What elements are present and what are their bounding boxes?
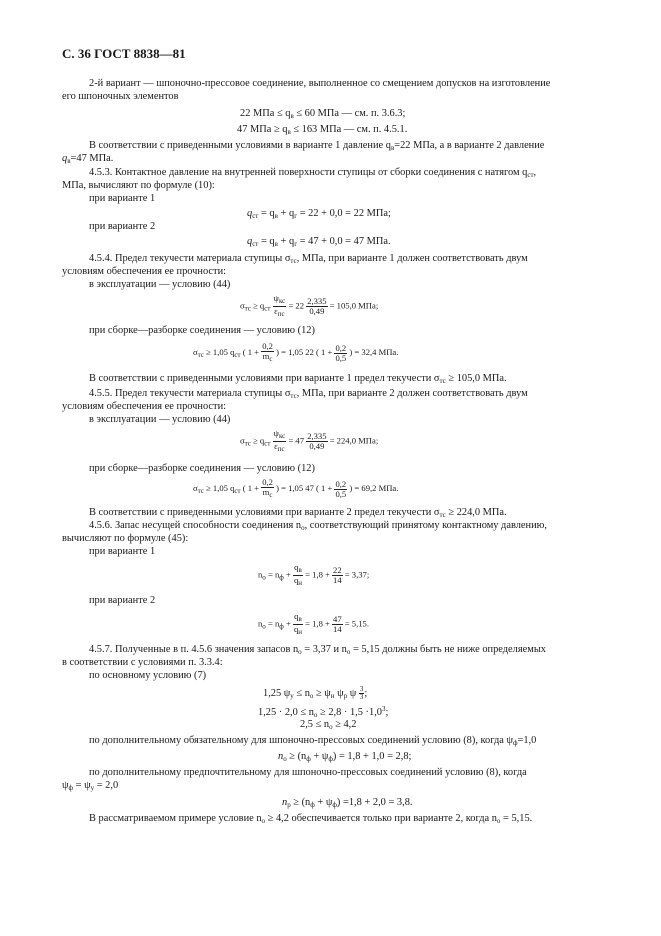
text-line: условиям обеспечения ее прочности: [62, 401, 227, 412]
condition-8-preferred: $n_р \ge (n_ф + \psi_ф) =1,8 + 2,0 = 3,8$. [282, 797, 413, 809]
text-line: по основному условию (7) [89, 670, 207, 681]
formula-12-v1: $\sigma_{тс} \ge 1,05$ $q_{ст}$ ( 1 + $\frac{0,2}{m_с}$ ) = 1,05 22 ( 1 + $\frac{0,2}{0,5}$ ) = 32,4 МПа. [193, 341, 399, 363]
text-line: $\psi_ф = \psi_у = 2,0$ [62, 780, 119, 792]
text-line: по дополнительному обязательному для шпоночно-прессовых соединений условию (8), когда $\psi_ф=1,0$ [89, 735, 537, 747]
text-line: МПа, вычисляют по формуле (10): [62, 180, 215, 191]
text-line: условиям обеспечения ее прочности: [62, 266, 227, 277]
formula-44-v2: $\sigma_{тс} \ge q_{ст}$ $\frac{\psi_{кс}}{\varepsilon_{пс}}$ = 47 $\frac{2,335}{0,49}$ = 224,0 МПа; [240, 428, 379, 453]
formula-12-v2: $\sigma_{тс} \ge 1,05$ $q_{ст}$ ( 1 + $\frac{0,2}{m_с}$ ) = 1,05 47 ( 1 + $\frac{0,2}{0,5}$ ) = 69,2 МПа. [193, 477, 399, 499]
section-4-5-4: 4.5.4. Предел текучести материала ступицы $\sigma_{тс}$, МПа, при варианте 1 должен соответствовать двум [89, 253, 528, 265]
text-line: в эксплуатации — условию (44) [89, 279, 231, 290]
formula-line: $q_{ст} = q_в + q_г = 47 + 0,0 = 47$ МПа. [247, 236, 391, 248]
formula-45-v2: $n_о = n_ф$ + $\frac{q_в}{q_н}$ = 1,8 + $\frac{47}{14}$ = 5,15. [258, 611, 369, 636]
text-line: в соответствии с условиями п. 3.3.4: [62, 657, 223, 668]
text-line: в эксплуатации — условию (44) [89, 414, 231, 425]
text-line: 2-й вариант — шпоночно-прессовое соединение, выполненное со смещением допусков на изготовление [89, 78, 551, 89]
text-line: В соответствии с приведенными условиями при варианте 2 предел текучести $\sigma_{тс} \ge 224,0$ МПа. [89, 507, 507, 519]
conclusion-line: В рассматриваемом примере условие $n_о \ge 4,2$ обеспечивается только при варианте 2, когда $n_о = 5,15$. [89, 813, 533, 825]
formula-45-v1: $n_о = n_ф$ + $\frac{q_в}{q_н}$ = 1,8 + $\frac{22}{14}$ = 3,37; [258, 562, 370, 587]
text-line: В соответствии с приведенными условиями при варианте 1 предел текучести $\sigma_{тс} \ge 105,0$ МПа. [89, 373, 507, 385]
section-4-5-3: 4.5.3. Контактное давление на внутренней поверхности ступицы от сборки соединения с натягом $q_{ст}$, [89, 167, 537, 179]
condition-7-result: $2,5 \le n_о \ge 4,2$ [300, 719, 357, 731]
text-line: при варианте 1 [89, 193, 156, 204]
condition-line: 22 МПа ≤ $q_в \le 60$ МПа — см. п. 3.6.3; [240, 108, 406, 120]
text-line: при варианте 2 [89, 221, 156, 232]
condition-8-formula: $n_о \ge (n_ф + \psi_ф) = 1,8 + 1,0 = 2,8$; [278, 751, 412, 763]
text-line: при варианте 1 [89, 546, 156, 557]
text-line: В соответствии с приведенными условиями в варианте 1 давление $q_в=22$ МПа, а в варианте 2 давление [89, 140, 545, 152]
text-line: $q_в=47$ МПа. [62, 153, 114, 165]
condition-line: 47 МПа ≥ $q_в \le 163$ МПа — см. п. 4.5.1. [237, 124, 408, 136]
formula-line: $q_{ст} = q_в + q_г = 22 + 0,0 = 22$ МПа; [247, 208, 391, 220]
text-line: при сборке—разборке соединения — условию (12) [89, 463, 315, 474]
formula-44-v1: $\sigma_{тс} \ge q_{ст}$ $\frac{\psi_{кс}}{\varepsilon_{пс}}$ = 22 $\frac{2,335}{0,49}$ = 105,0 МПа; [240, 293, 379, 318]
text-line: вычисляют по формуле (45): [62, 533, 189, 544]
section-4-5-6: 4.5.6. Запас несущей способности соединения $n_о$, соответствующий принятому контактному давлению, [89, 520, 548, 532]
condition-7: 1,25 $\psi_у \le n_о \ge \psi_н$ $\psi_р$ ψ $\frac{3}{3}$ ; [263, 685, 368, 701]
text-line: при варианте 2 [89, 595, 156, 606]
section-4-5-5: 4.5.5. Предел текучести материала ступицы $\sigma_{тс}$, МПа, при варианте 2 должен соответствовать двум [89, 388, 528, 400]
page-header: С. 36 ГОСТ 8838—81 [62, 46, 186, 61]
condition-7-values: $1,25 \cdot 2,0 \le n_о \ge 2,8 \cdot 1,5 \cdot 1,0^3$; [258, 705, 389, 719]
section-4-5-7: 4.5.7. Полученные в п. 4.5.6 значения запасов $n_о = 3,37$ и $n_о = 5,15$ должны быть не ниже определяемых [89, 644, 547, 656]
text-line: его шпоночных элементов [62, 91, 179, 102]
text-line: по дополнительному предпочтительному для шпоночно-прессовых соединений условию (8), когда [89, 767, 527, 778]
text-line: при сборке—разборке соединения — условию (12) [89, 325, 315, 336]
